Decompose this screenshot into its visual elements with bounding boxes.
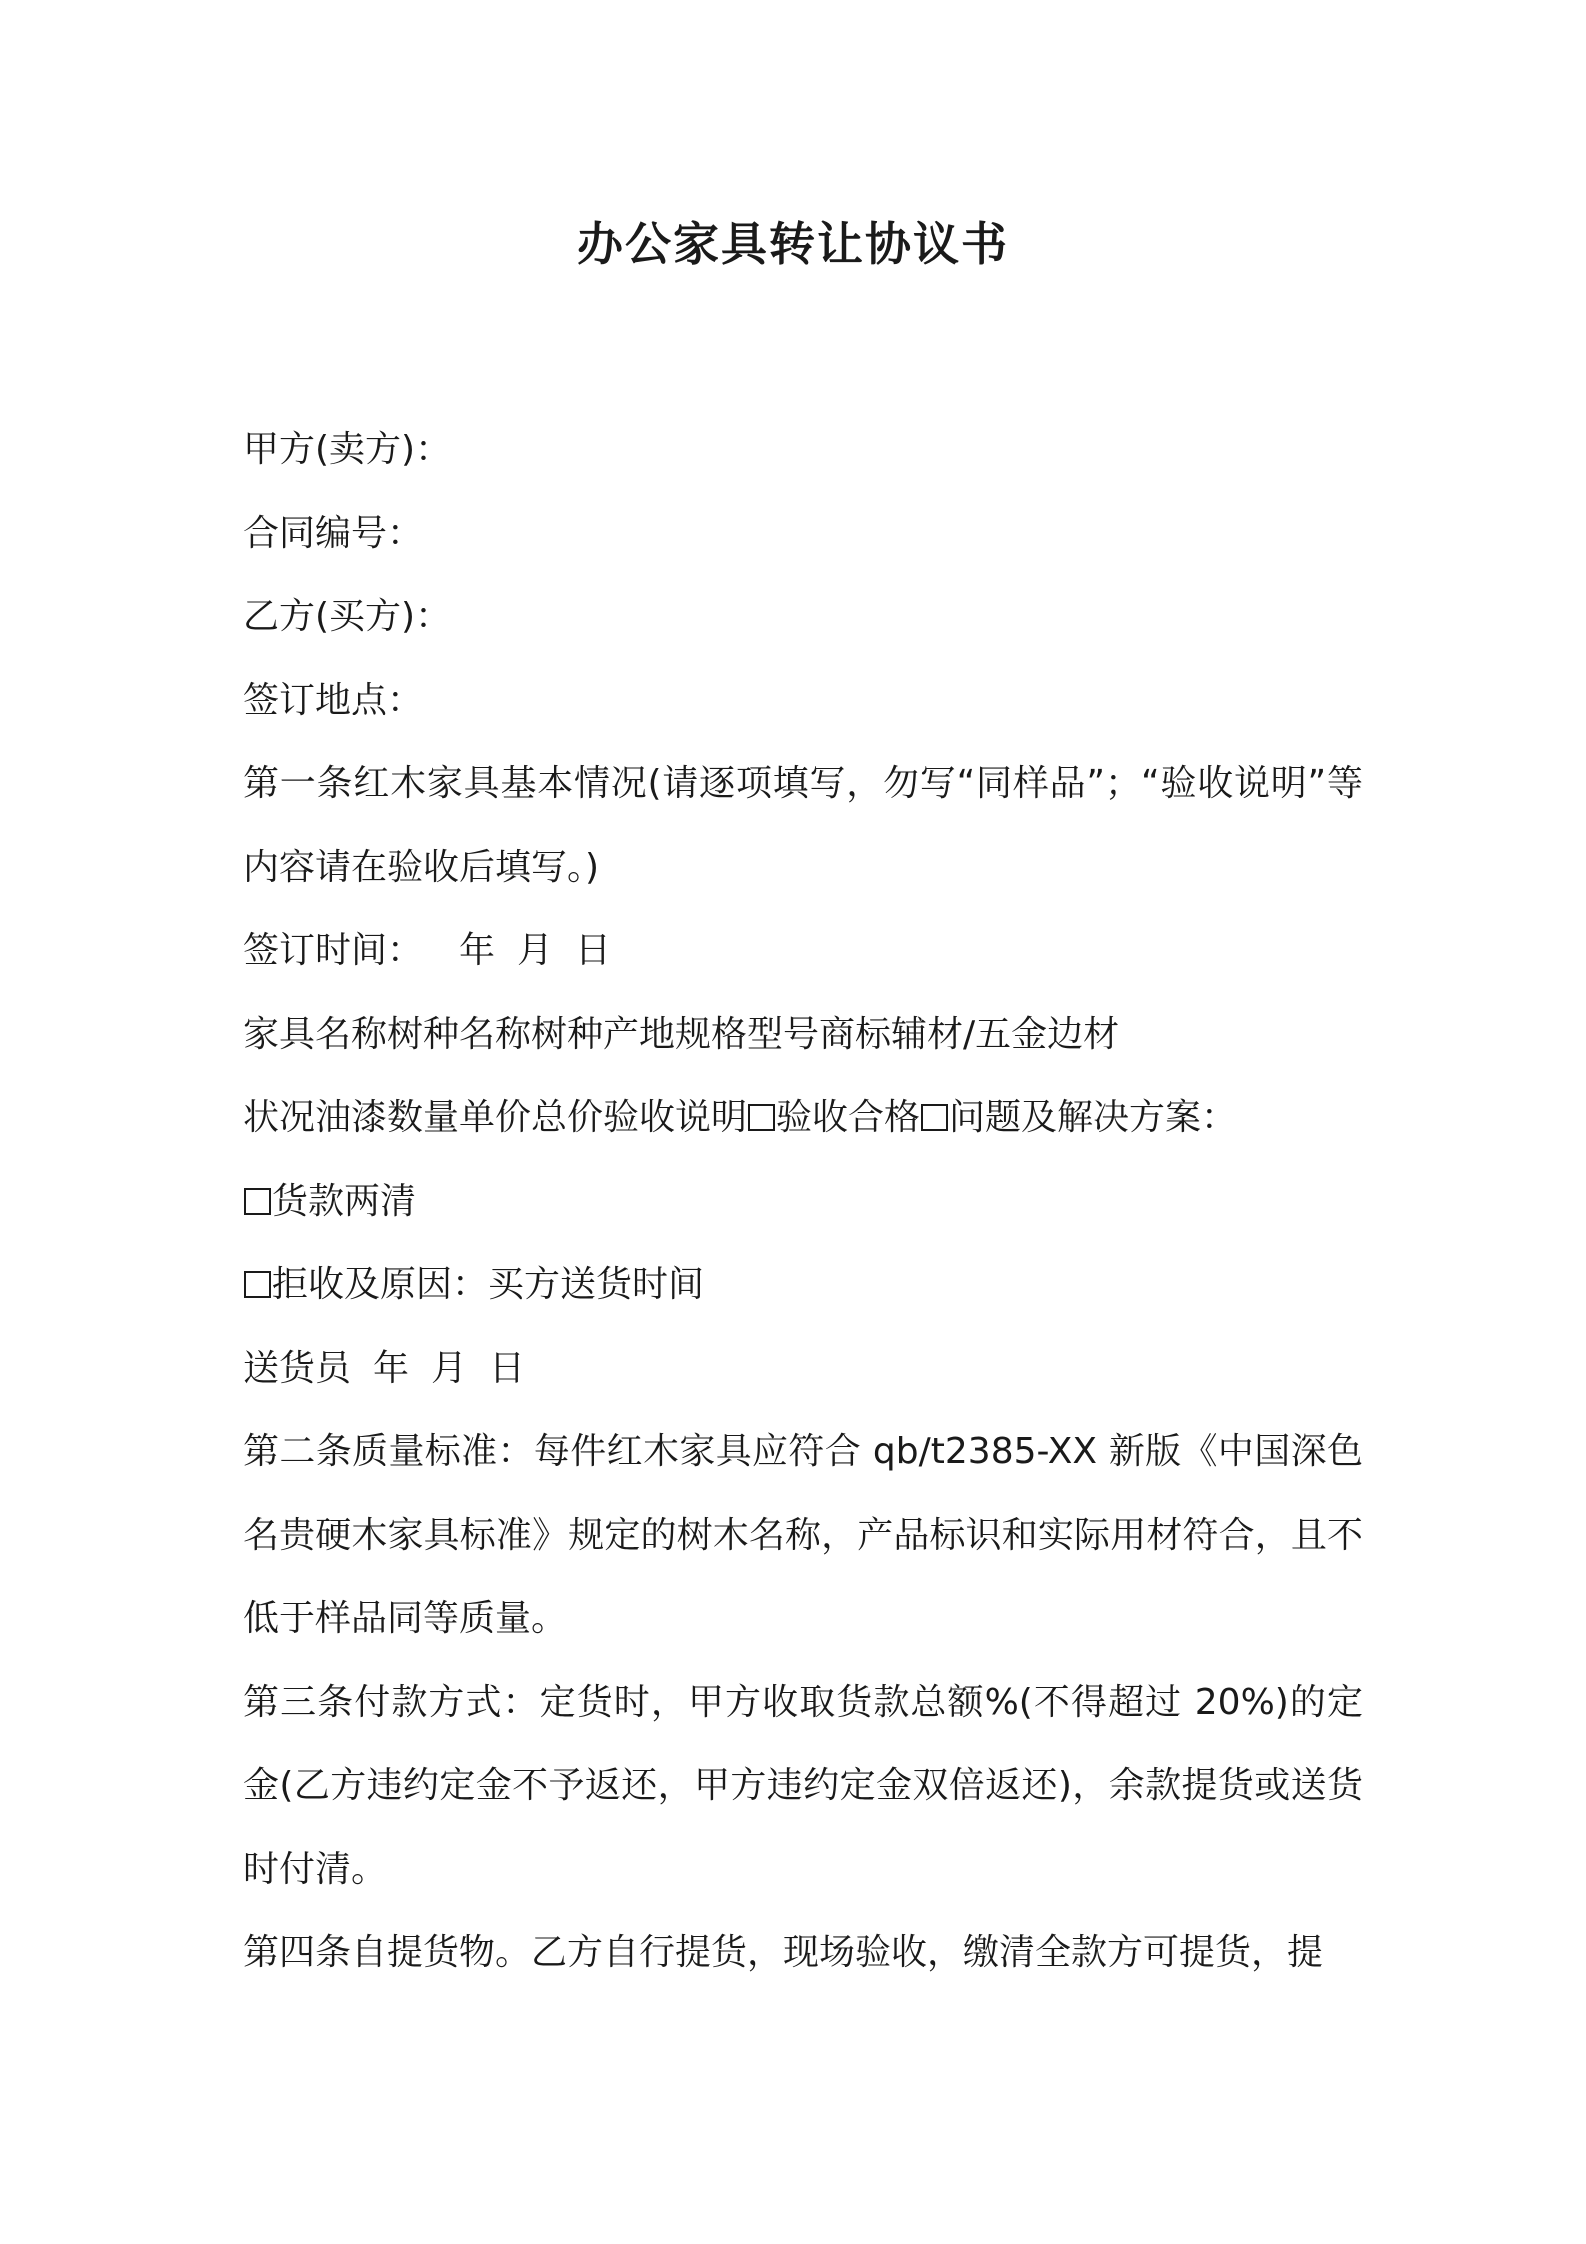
article-4: 第四条自提货物。乙方自行提货，现场验收，缴清全款方可提货，提 [243,1932,1324,1973]
party-a-field: 甲方(卖方)： [243,429,452,470]
delivery-day: 日 [489,1347,526,1389]
table-headers-prefix: 状况油漆数量单价总价验收说明 [243,1097,748,1138]
checkbox-pass-label: 验收合格 [776,1097,921,1138]
checkbox-reject-label: 拒收及原因：买方送货时间 [272,1264,705,1305]
article-3: 第三条付款方式：定货时，甲方收取货款总额%(不得超过 20%)的定金(乙方违约定金不予返还，甲方违约定金双倍返还)，余款提货或送货时付清。 [243,1681,1363,1890]
delivery-label: 送货员 [243,1347,352,1389]
checkbox-paid-label: 货款两清 [272,1180,417,1222]
contract-number-field: 合同编号： [243,512,424,554]
sign-time-label: 签订时间： [243,930,424,971]
document-title: 办公家具转让协议书 [577,217,1009,271]
sign-time-field [243,909,1363,993]
delivery-year: 年 [373,1347,410,1389]
delivery-field [243,1327,1363,1411]
sign-time-year: 年 [459,930,496,971]
checkbox-problem[interactable] [921,1104,948,1131]
sign-time-month: 月 [517,930,554,971]
document-body [243,408,1363,1995]
article-1: 第一条红木家具基本情况(请逐项填写，勿写“同样品”；“验收说明”等内容请在验收后填写。) [243,763,1363,888]
checkbox-reject[interactable] [244,1271,271,1298]
table-headers-line-1: 家具名称树种名称树种产地规格型号商标辅材/五金边材 [243,1013,1120,1055]
checkbox-paid[interactable] [244,1188,271,1215]
article-2: 第二条质量标准：每件红木家具应符合 qb/t2385-XX 新版《中国深色名贵硬木家具标准》规定的树木名称，产品标识和实际用材符合，且不低于样品同等质量。 [243,1431,1363,1639]
delivery-month: 月 [431,1347,468,1389]
checkbox-problem-label: 问题及解决方案： [949,1097,1238,1138]
option-paid [243,1160,1363,1244]
party-b-field: 乙方(买方)： [243,596,452,637]
table-headers-line-2 [243,1076,1363,1160]
sign-place-field: 签订地点： [243,679,424,721]
option-reject [243,1243,1363,1327]
checkbox-pass[interactable] [748,1104,775,1131]
sign-time-day: 日 [575,930,612,971]
